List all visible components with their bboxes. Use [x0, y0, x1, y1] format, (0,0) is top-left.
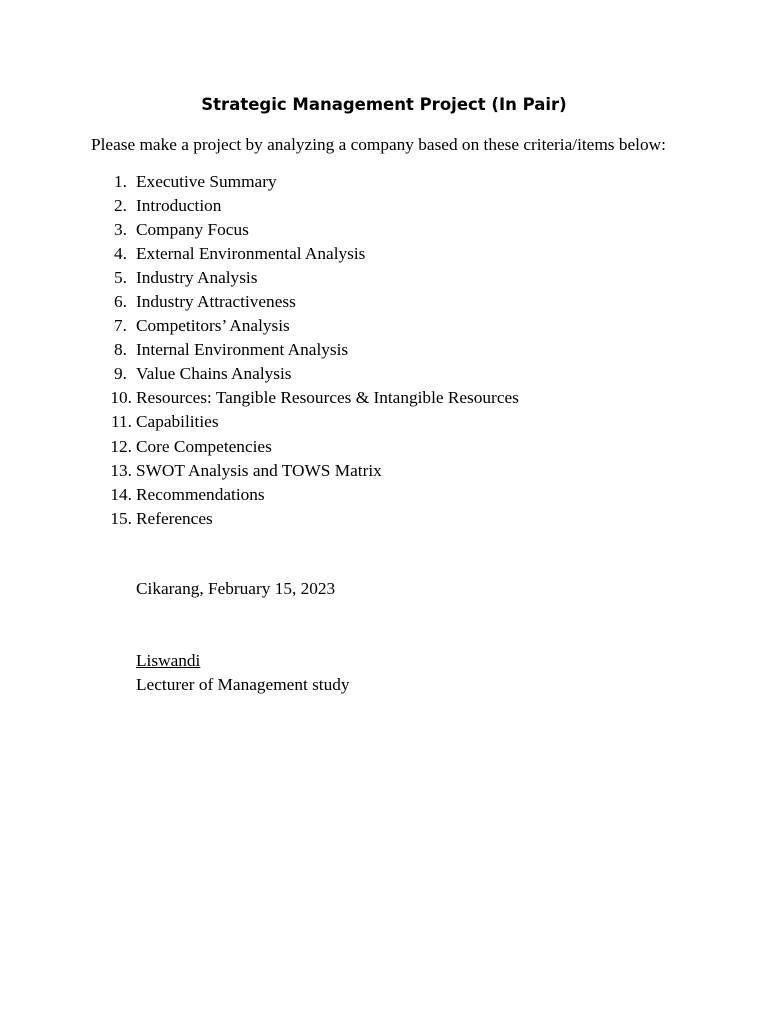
list-item-text: Executive Summary	[136, 172, 277, 191]
list-item-text: SWOT Analysis and TOWS Matrix	[136, 460, 382, 480]
list-item-number: 10.	[110, 388, 132, 408]
signatory-role: Lecturer of Management study	[136, 675, 350, 694]
list-item-text: Industry Attractiveness	[136, 292, 296, 312]
list-item-text: Internal Environment Analysis	[136, 340, 349, 360]
intro-paragraph: Please make a project by analyzing a company based on these criteria/items below:	[91, 135, 666, 154]
list-item-number: 3.	[114, 220, 127, 240]
list-item-text: Introduction	[136, 196, 222, 216]
list-item-number: 8.	[114, 340, 127, 360]
list-item-text: Industry Analysis	[136, 268, 258, 288]
list-item-number: 9.	[114, 364, 127, 384]
list-item-number: 13.	[110, 460, 132, 480]
list-item-text: Capabilities	[136, 412, 219, 432]
list-item-text: Resources: Tangible Resources & Intangible Resources	[136, 388, 519, 408]
list-item-number: 2.	[114, 196, 127, 216]
list-item-text: Core Competencies	[136, 436, 272, 456]
list-item-number: 1.	[114, 172, 127, 191]
list-item-text: Recommendations	[136, 484, 265, 504]
list-item-number: 12.	[110, 436, 132, 456]
list-item-text: External Environmental Analysis	[136, 244, 366, 264]
list-item-number: 15.	[110, 508, 132, 528]
list-item-number: 7.	[114, 316, 127, 336]
list-item-text: Value Chains Analysis	[136, 364, 292, 384]
list-item-number: 11.	[111, 412, 132, 432]
list-item-number: 5.	[114, 268, 127, 288]
list-item-text: Competitors’ Analysis	[136, 316, 290, 336]
list-item-number: 14.	[110, 484, 132, 504]
list-item-text: References	[136, 508, 213, 528]
list-item-number: 6.	[114, 292, 127, 312]
list-item-number: 4.	[114, 244, 127, 264]
signatory-name: Liswandi	[136, 651, 201, 670]
document-title: Strategic Management Project (In Pair)	[201, 95, 567, 114]
list-item-text: Company Focus	[136, 220, 249, 240]
place-date: Cikarang, February 15, 2023	[136, 579, 336, 598]
